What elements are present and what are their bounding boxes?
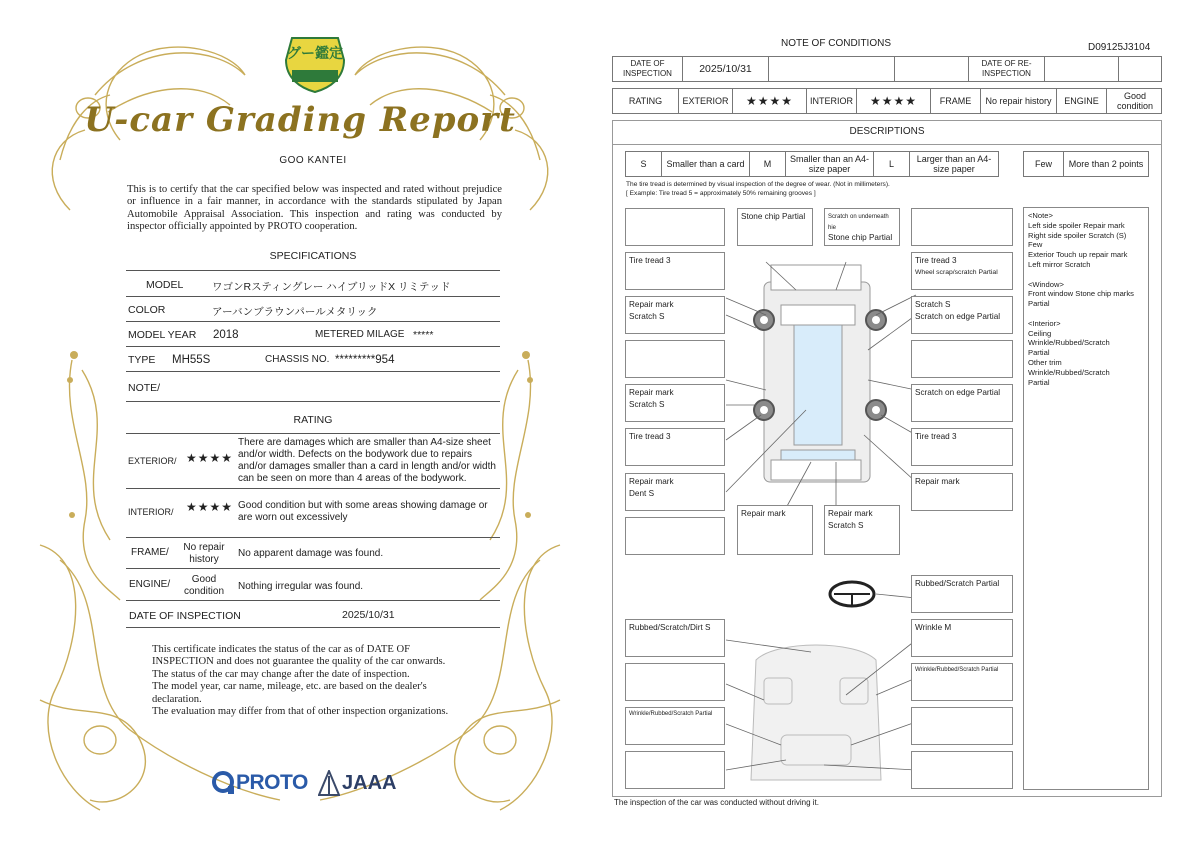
note-line: Wrinkle/Rubbed/Scratch: [1028, 338, 1110, 348]
tire-example-line: [ Example: Tire tread 5 = approximately 50% remaining grooves ]: [626, 190, 816, 197]
note-box: Scratch on edge Partial: [911, 384, 1013, 422]
model-label: MODEL: [146, 279, 184, 291]
legend-key: Few: [1024, 152, 1064, 176]
tire-note-line: The tire tread is determined by visual inspection of the degree of wear. (Not in millimeters).: [626, 181, 890, 188]
note-line: Right side spoiler Scratch (S): [1028, 230, 1127, 240]
note-line: Wrinkle/Rubbed/Scratch: [1028, 367, 1110, 377]
reinspection-label: DATE OF RE-INSPECTION: [969, 57, 1045, 81]
year-label: MODEL YEAR: [128, 329, 197, 341]
mileage-label: METERED MILAGE: [315, 329, 405, 340]
engine-label: ENGINE: [1057, 89, 1107, 113]
note-box-empty: [911, 751, 1013, 789]
note-box: [625, 296, 725, 334]
rating-label: RATING: [613, 89, 679, 113]
note-text: Repair mark: [629, 477, 674, 486]
note-box: Tire tread 3: [911, 428, 1013, 466]
engine-desc: Nothing irregular was found.: [238, 581, 364, 592]
note-text: Scratch S: [828, 520, 864, 530]
legend-key: S: [626, 152, 662, 176]
engine-value: Good condition: [1116, 91, 1154, 111]
disclaimer-line: The evaluation may differ from that of other inspection organizations.: [152, 706, 449, 718]
note-line: Partial: [1028, 348, 1050, 358]
proto-logo-icon: [212, 770, 236, 796]
disclaimer-line: This certificate indicates the status of the car as of DATE OF INSPECTION and does not guarantee the quality of the car onwards.: [152, 644, 446, 668]
note-text: Tire tread 3: [915, 256, 957, 265]
general-notes-panel: [1023, 207, 1149, 790]
note-text: Repair mark: [629, 388, 674, 397]
note-of-conditions: [606, 0, 1200, 848]
note-box: [625, 473, 725, 511]
note-line: Few: [1028, 240, 1043, 250]
tire-note: [626, 180, 890, 198]
legend-key: L: [874, 152, 910, 176]
note-box: Wrinkle M: [911, 619, 1013, 657]
note-box: Rubbed/Scratch Partial: [911, 575, 1013, 613]
note-text: Scratch S: [629, 311, 665, 321]
note-text: Dent S: [629, 488, 655, 498]
note-line: Left side spoiler Repair mark: [1028, 220, 1125, 230]
type-label: TYPE: [128, 354, 156, 366]
exterior-desc: There are damages which are smaller than A4-size sheet and/or width. Defects on the bodywork due to repairs and/or damages smaller than a card in length and/or width can be seen on more than 4 areas of the bodywork.: [238, 437, 496, 484]
note-line: Partial: [1028, 299, 1050, 309]
empty-cell: [895, 57, 969, 81]
intro-text: This is to certify that the car specified below was inspected and rated without prejudice or influence in a fair manner, in accordance with the standards stipulated by Japan Automobile Appraisal Association. This inspection and rating was conducted by inspector officially appointed by PROTO cooperation.: [127, 184, 502, 233]
inspection-footer: The inspection of the car was conducted without driving it.: [614, 798, 819, 807]
model-value: ワゴンRスティングレー ハイブリッドX リミテッド: [212, 281, 451, 293]
note-box: Stone chip Partial: [737, 208, 813, 246]
disclaimer-line: The status of the car may change after the date of inspection.: [152, 668, 410, 680]
jaaa-logo-text: JAAA: [342, 772, 397, 794]
date-value: 2025/10/31: [342, 609, 395, 621]
note-box-empty: [911, 208, 1013, 246]
date-label: DATE OF INSPECTION: [129, 610, 241, 622]
note-box: Repair mark: [911, 473, 1013, 511]
legend-value: More than 2 points: [1068, 159, 1144, 169]
note-box-empty: [911, 707, 1013, 745]
goo-kantei-logo: グー鑑定: [287, 45, 343, 61]
jaaa-logo-icon: [318, 770, 340, 796]
note-box-empty: [625, 517, 725, 555]
size-legend: [625, 151, 999, 177]
divider: [126, 600, 500, 601]
frame-value: No repair history: [981, 89, 1057, 113]
note-text: Stone chip Partial: [828, 233, 893, 242]
note-box: Rubbed/Scratch/Dirt S: [625, 619, 725, 657]
legend-value: Smaller than an A4-size paper: [786, 152, 874, 176]
note-box: Wrinkle/Rubbed/Scratch Partial: [911, 663, 1013, 701]
interior-stars: ★★★★: [186, 500, 234, 514]
note-box: [911, 296, 1013, 334]
note-line: Front window Stone chip marks: [1028, 289, 1134, 299]
disclaimer: [152, 644, 470, 718]
empty-cell: [1045, 57, 1119, 81]
divider: [126, 346, 500, 347]
divider: [126, 296, 500, 297]
exterior-stars: ★★★★: [186, 451, 234, 465]
engine-label: ENGINE/: [129, 579, 171, 590]
date-label: DATE OF INSPECTION: [613, 57, 683, 81]
note-text: Scratch S: [629, 399, 665, 409]
few-legend: [1023, 151, 1149, 177]
chassis-label: CHASSIS NO.: [265, 354, 330, 365]
note-line: <Window>: [1028, 279, 1064, 289]
note-text: Scratch S: [915, 300, 951, 309]
empty-cell: [769, 57, 895, 81]
note-label: NOTE/: [128, 382, 161, 394]
interior-label: INTERIOR: [807, 89, 857, 113]
year-value: 2018: [213, 329, 239, 341]
note-line: <Interior>: [1028, 318, 1061, 328]
interior-desc: Good condition but with some areas showing damage or are worn out excessively: [238, 500, 488, 523]
color-value: アーバンブラウンパールメタリック: [212, 306, 378, 318]
specs-heading: SPECIFICATIONS: [269, 250, 357, 262]
legend-value: Larger than an A4-size paper: [916, 154, 992, 174]
note-box: Repair mark: [737, 505, 813, 555]
note-line: Exterior Touch up repair mark: [1028, 250, 1128, 260]
disclaimer-line: The model year, car name, mileage, etc. are based on the dealer's declaration.: [152, 681, 427, 705]
note-line: Partial: [1028, 377, 1050, 387]
note-box-empty: [625, 340, 725, 378]
note-box-empty: [625, 208, 725, 246]
note-box: Tire tread 3: [625, 428, 725, 466]
rating-row: [612, 88, 1162, 114]
divider: [126, 568, 500, 569]
divider: [126, 321, 500, 322]
note-text: Repair mark: [828, 509, 873, 518]
note-line: Ceiling: [1028, 328, 1052, 338]
frame-value: No repair history: [183, 542, 225, 565]
divider: [126, 537, 500, 538]
divider: [126, 401, 500, 402]
note-line: <Note>: [1028, 211, 1053, 220]
interior-label: INTERIOR/: [128, 507, 174, 517]
divider: [612, 144, 1162, 145]
note-spacer: [1028, 270, 1144, 280]
note-line: Other trim: [1028, 357, 1062, 367]
note-box: [625, 384, 725, 422]
empty-cell: [1119, 57, 1163, 81]
exterior-label: EXTERIOR/: [128, 456, 177, 466]
frame-desc: No apparent damage was found.: [238, 548, 384, 559]
note-box: Wrinkle/Rubbed/Scratch Partial: [625, 707, 725, 745]
legend-value: Smaller than a card: [662, 152, 750, 176]
proto-logo-text: PROTO: [236, 771, 308, 794]
engine-value: Good condition: [183, 574, 225, 597]
note-small-text: Scratch on underneath hie: [828, 214, 889, 231]
divider: [126, 627, 500, 628]
note-spacer: [1028, 309, 1144, 319]
frame-label: FRAME: [931, 89, 981, 113]
note-box-empty: [911, 340, 1013, 378]
divider: [126, 433, 500, 434]
note-box: [824, 505, 900, 555]
note-box-empty: [625, 751, 725, 789]
frame-label: FRAME/: [131, 547, 169, 558]
note-line: Left mirror Scratch: [1028, 259, 1091, 269]
color-label: COLOR: [128, 304, 166, 316]
certificate-title: U-car Grading Report: [84, 100, 516, 140]
note-box-empty: [625, 663, 725, 701]
divider: [126, 488, 500, 489]
date-value: 2025/10/31: [683, 57, 769, 81]
divider: [126, 270, 500, 271]
exterior-label: EXTERIOR: [679, 89, 733, 113]
doc-id: D09125J3104: [1088, 42, 1151, 53]
type-value: MH55S: [172, 354, 211, 366]
note-box: [911, 252, 1013, 290]
org-name: GOO KANTEI: [279, 155, 347, 166]
date-row: [612, 56, 1162, 82]
note-text: Repair mark: [629, 300, 674, 309]
note-box: [824, 208, 900, 246]
chassis-value: *********954: [335, 354, 395, 366]
interior-stars: ★★★★: [857, 89, 931, 113]
rating-heading: RATING: [293, 414, 333, 426]
divider: [126, 371, 500, 372]
mileage-value: *****: [413, 329, 434, 341]
legend-key: M: [750, 152, 786, 176]
note-text: Scratch on edge Partial: [915, 311, 1001, 321]
exterior-stars: ★★★★: [733, 89, 807, 113]
note-text: Wheel scrap/scratch Partial: [915, 268, 998, 276]
descriptions-heading: DESCRIPTIONS: [849, 126, 925, 137]
conditions-title: NOTE OF CONDITIONS: [781, 38, 891, 49]
note-box: Tire tread 3: [625, 252, 725, 290]
